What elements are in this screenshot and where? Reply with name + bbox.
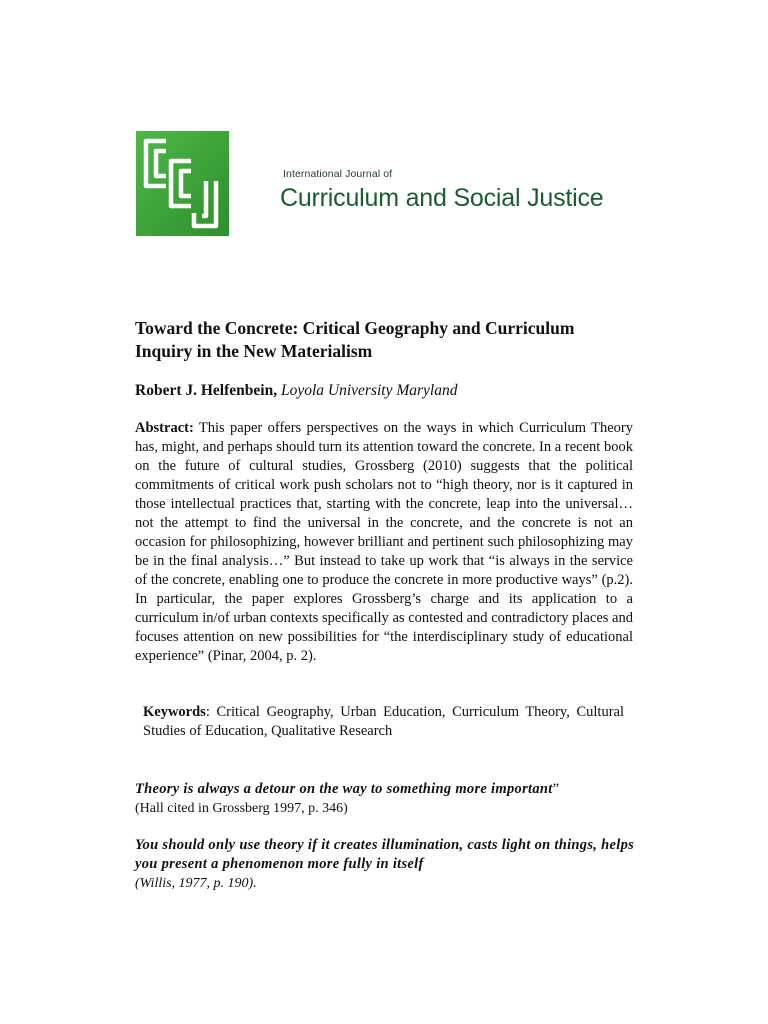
- keywords-label: Keywords: [143, 704, 206, 720]
- keywords: [143, 703, 624, 741]
- epigraph-text: You should only use theory if it creates illumination, casts light on things, helps you present a phenomenon more fully in itself: [135, 837, 635, 872]
- epigraph-citation: (Willis, 1977, p. 190).: [135, 876, 257, 891]
- article-title: Toward the Concrete: Critical Geography and Curriculum Inquiry in the New Materialism: [135, 318, 575, 361]
- journal-name: Curriculum and Social Justice: [280, 184, 604, 212]
- abstract-text: This paper offers perspectives on the ways in which Curriculum Theory has, might, and perhaps should turn its attention toward the concrete. In a recent book on the future of cultural studies, Grossberg (2010) suggests that the political commitments of critical work push scholars not to “high theory, nor is it captured in those intellectual practices that, starting with the concrete, leap into the universal… not the attempt to find the universal in the concrete, and the concrete is not an occasion for philosophizing, however brilliant and pertinent such philosophizing may be in the final analysis…” But instead to take up work that “is always in the service of the concrete, enabling one to produce the concrete in more productive ways” (p.2). In particular, the paper explores Grossberg’s charge and its application to a curriculum in/of urban contexts specifically as contested and contradictory places and focuses attention on new possibilities for “the interdisciplinary study of educational experience” (Pinar, 2004, p. 2).: [135, 420, 633, 664]
- epigraph: [135, 836, 635, 893]
- epigraph-close-quote: ”: [552, 781, 560, 797]
- author-line: [135, 381, 457, 401]
- author-affiliation: Loyola University Maryland: [280, 382, 458, 399]
- abstract-label: Abstract:: [135, 420, 194, 436]
- epigraph: [135, 780, 635, 818]
- journal-subtitle: International Journal of: [283, 168, 393, 180]
- epigraph-citation: (Hall cited in Grossberg 1997, p. 346): [135, 801, 348, 816]
- csj-logo-icon: [136, 131, 229, 236]
- keywords-text: : Critical Geography, Urban Education, Curriculum Theory, Cultural Studies of Education, Qualitative Research: [143, 704, 624, 739]
- abstract: [135, 419, 633, 666]
- journal-logo-mark: [136, 131, 229, 236]
- author-name: Robert J. Helfenbein,: [135, 382, 278, 399]
- epigraph-text: Theory is always a detour on the way to something more important: [135, 781, 553, 797]
